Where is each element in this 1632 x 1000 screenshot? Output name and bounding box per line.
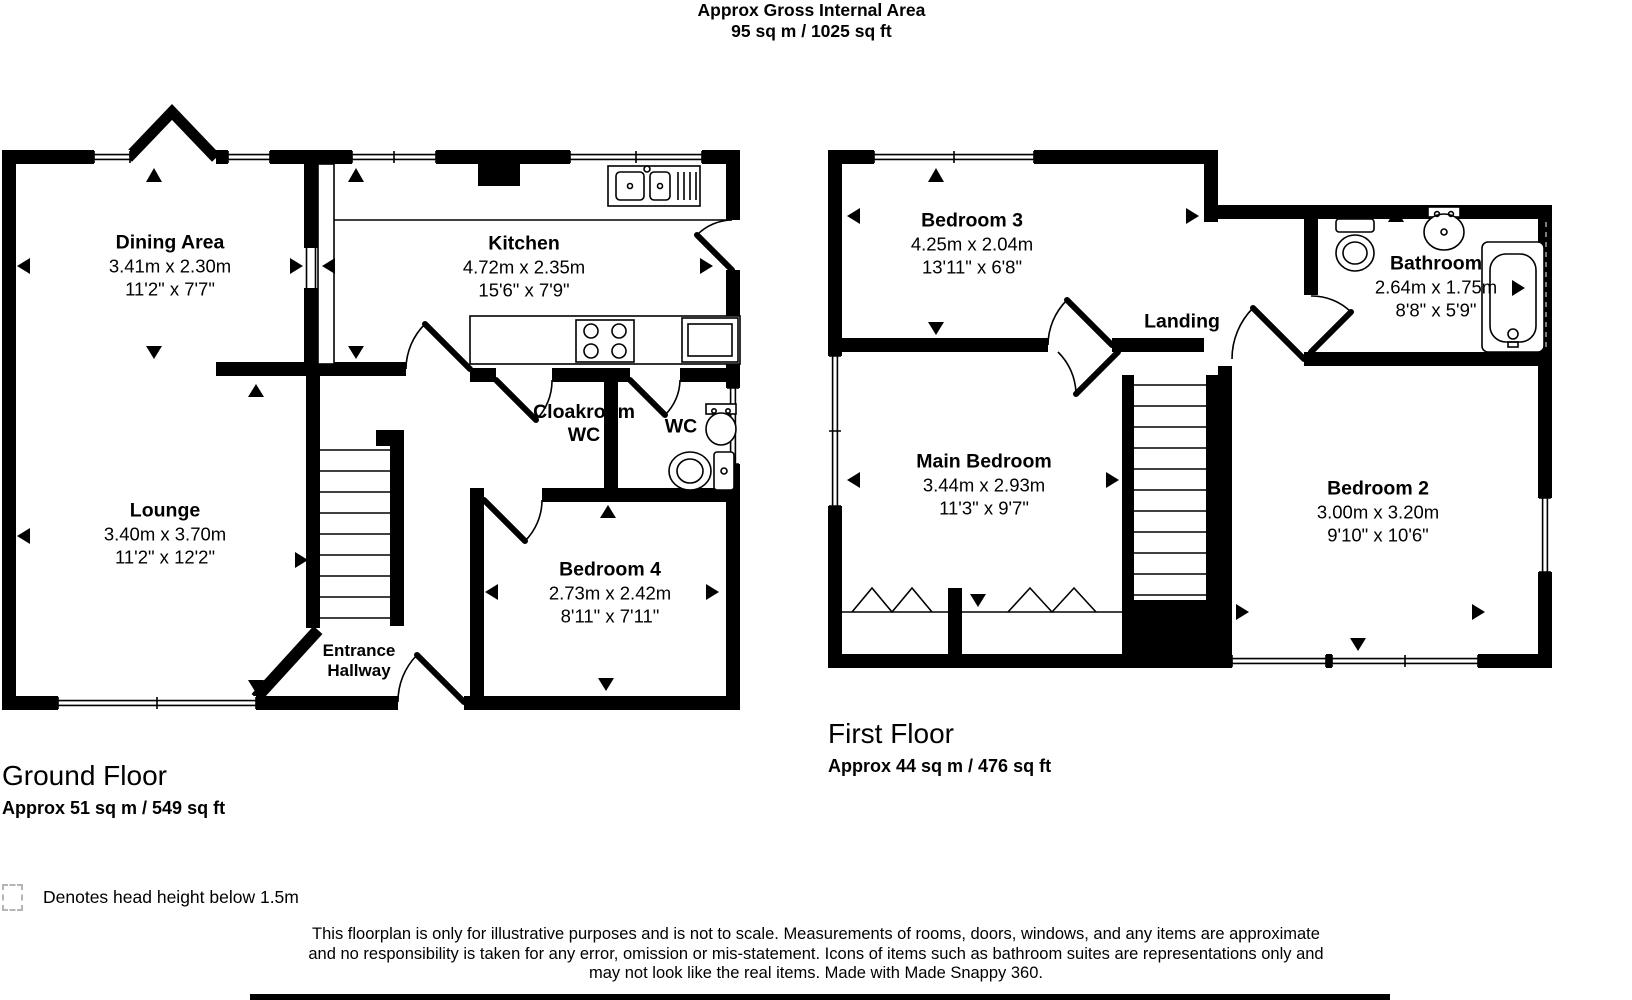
room-label-dining: Dining Area 3.41m x 2.30m 11'2" x 7'7" (108, 231, 232, 300)
staircase-ground (320, 450, 390, 618)
door-swing (484, 488, 542, 541)
first-floor-area: Approx 44 sq m / 476 sq ft (828, 756, 1052, 776)
room-label-bedroom2: Bedroom 2 3.00m x 3.20m 9'10" x 10'6" (1316, 477, 1440, 546)
gross-area-title: Approx Gross Internal Area (697, 0, 926, 20)
disclaimer (0, 925, 1632, 984)
room-label-hallway: Entrance Hallway (322, 641, 396, 680)
wc-sink-icon (706, 404, 736, 445)
gross-area-value: 95 sq m / 1025 sq ft (731, 21, 892, 41)
room-label-cloakroom: Cloakroom WC (533, 401, 635, 446)
stove-icon (576, 320, 634, 362)
window (352, 150, 436, 164)
ground-floor-area: Approx 51 sq m / 549 sq ft (2, 798, 226, 818)
door-swing (1304, 295, 1351, 352)
window (1332, 654, 1478, 668)
appliance-icon (682, 318, 738, 362)
head-height-legend-icon (2, 884, 23, 911)
bottom-rule (250, 994, 1390, 1000)
room-label-bedroom4: Bedroom 4 2.73m x 2.42m 8'11" x 7'11" (548, 558, 672, 627)
toilet-icon (669, 452, 734, 490)
kitchen-sink-icon (608, 166, 700, 206)
room-label-kitchen: Kitchen 4.72m x 2.35m 15'6" x 7'9" (462, 232, 586, 301)
toilet-icon (1336, 219, 1374, 271)
door-swing (1232, 308, 1304, 359)
first-floor-caption: First Floor (828, 718, 954, 749)
legend (2, 884, 299, 911)
ground-floor-caption: Ground Floor (2, 760, 167, 791)
room-label-wc: WC (664, 415, 698, 438)
room-label-bathroom: Bathroom 2.64m x 1.75m 8'8" x 5'9" (1374, 252, 1498, 321)
window (570, 150, 702, 164)
window (228, 150, 270, 164)
page-title (697, 0, 925, 42)
window (1538, 498, 1552, 572)
door-swing (630, 368, 680, 415)
window (828, 356, 842, 506)
door-swing (1058, 352, 1118, 394)
room-label-lounge: Lounge 3.40m x 3.70m 11'2" x 12'2" (103, 499, 227, 568)
window (58, 696, 256, 710)
bathroom-sink-icon (1424, 207, 1464, 250)
door-swing (1048, 300, 1112, 352)
window (94, 150, 130, 164)
legend-text: Denotes head height below 1.5m (43, 887, 299, 907)
room-label-main-bedroom: Main Bedroom 3.44m x 2.93m 11'3" x 9'7" (916, 450, 1052, 519)
staircase-first (1122, 385, 1218, 654)
bay-window (128, 112, 216, 158)
disclaimer-line3: may not look like the real items. Made with Made Snappy 360. (589, 964, 1043, 982)
room-label-bedroom3: Bedroom 3 4.25m x 2.04m 13'11" x 6'8" (910, 209, 1034, 278)
door-swing (406, 324, 470, 369)
window (1232, 654, 1326, 668)
front-door-swing (398, 655, 464, 710)
disclaimer-line2: and no responsibility is taken for any error, omission or mis-statement. Icons of items such as bathroom suites are representations only and (308, 944, 1324, 963)
wall-opening (304, 248, 318, 288)
disclaimer-line1: This floorplan is only for illustrative purposes and is not to scale. Measurements of rooms, doors, windows, and any items are approximate (312, 925, 1320, 943)
room-label-landing: Landing (1144, 310, 1220, 333)
window (874, 150, 1034, 164)
